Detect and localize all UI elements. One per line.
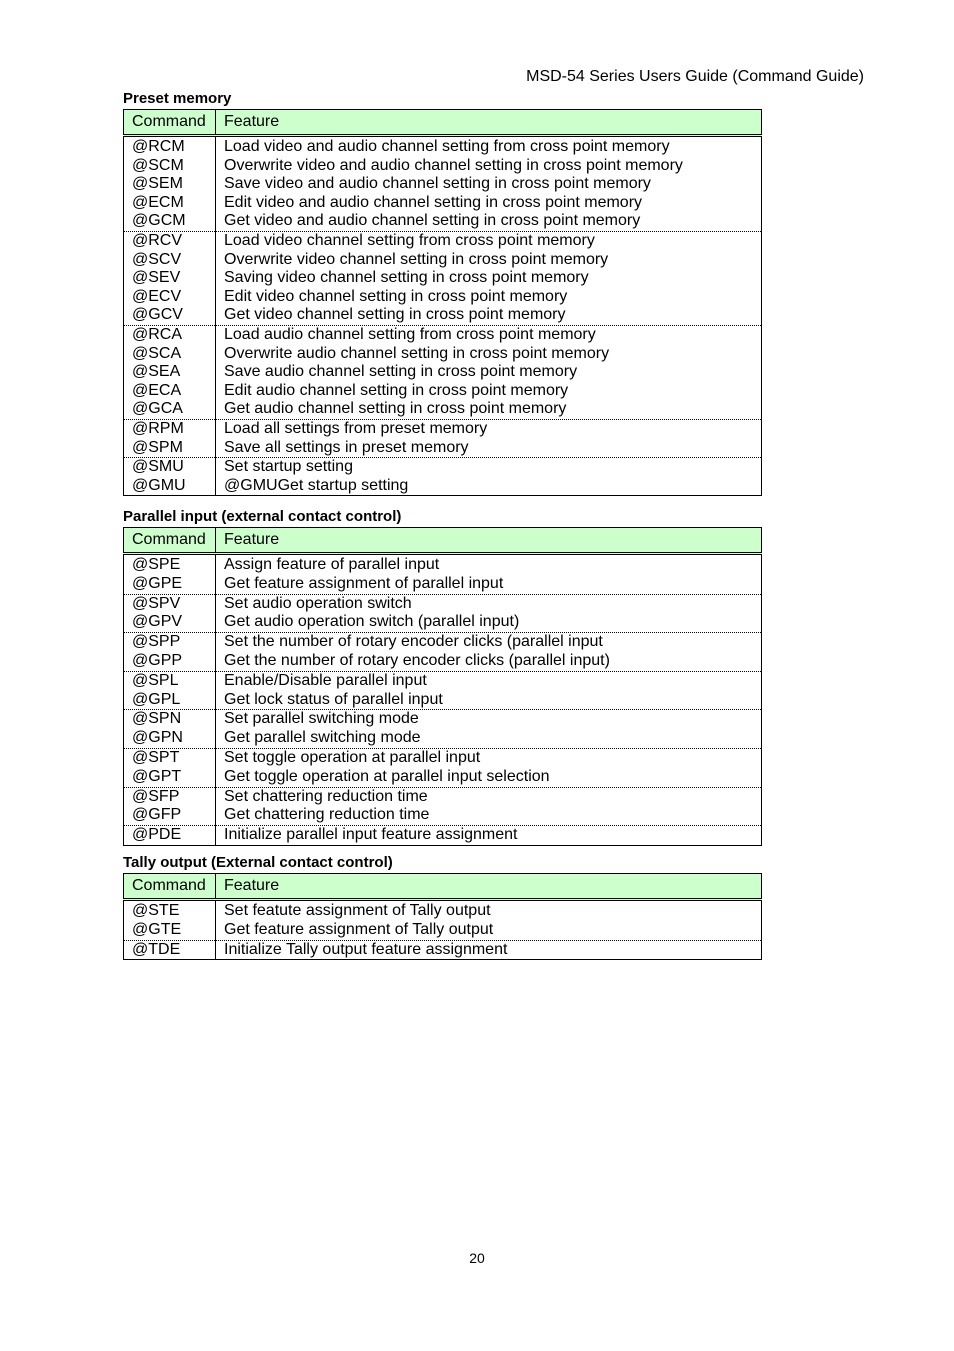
table-row bbox=[124, 748, 762, 767]
table-row bbox=[124, 458, 762, 477]
feature-cell: Load video channel setting from cross point memory bbox=[216, 231, 762, 250]
column-header-feature: Feature bbox=[216, 874, 762, 900]
command-cell: @SEV bbox=[124, 269, 216, 288]
feature-cell: Get toggle operation at parallel input selection bbox=[216, 768, 762, 787]
command-cell: @SCV bbox=[124, 251, 216, 270]
command-cell: @ECM bbox=[124, 194, 216, 213]
column-header-command: Command bbox=[124, 874, 216, 900]
table-row bbox=[124, 212, 762, 231]
table-row bbox=[124, 652, 762, 671]
feature-cell: Saving video channel setting in cross point memory bbox=[216, 269, 762, 288]
command-cell: @GPT bbox=[124, 768, 216, 787]
command-table bbox=[123, 527, 762, 846]
feature-cell: Save audio channel setting in cross point memory bbox=[216, 363, 762, 382]
table-row bbox=[124, 439, 762, 458]
table-row bbox=[124, 633, 762, 652]
feature-cell: Overwrite video and audio channel setting in cross point memory bbox=[216, 157, 762, 176]
table-body bbox=[124, 900, 762, 960]
command-cell: @STE bbox=[124, 900, 216, 921]
feature-cell: Get video and audio channel setting in cross point memory bbox=[216, 212, 762, 231]
feature-cell: Edit video channel setting in cross point memory bbox=[216, 288, 762, 307]
feature-cell: Get video channel setting in cross point memory bbox=[216, 306, 762, 325]
command-table bbox=[123, 873, 762, 960]
feature-cell: Get feature assignment of parallel input bbox=[216, 575, 762, 594]
feature-cell: Set toggle operation at parallel input bbox=[216, 748, 762, 767]
feature-cell: Set audio operation switch bbox=[216, 594, 762, 613]
table-row bbox=[124, 175, 762, 194]
section-tally-output bbox=[123, 854, 762, 960]
feature-cell: @GMUGet startup setting bbox=[216, 477, 762, 496]
table-row bbox=[124, 363, 762, 382]
feature-cell: Load video and audio channel setting from cross point memory bbox=[216, 136, 762, 157]
section-preset-memory bbox=[123, 90, 762, 496]
command-cell: @SPT bbox=[124, 748, 216, 767]
command-cell: @ECA bbox=[124, 382, 216, 401]
command-cell: @TDE bbox=[124, 940, 216, 960]
feature-cell: Get feature assignment of Tally output bbox=[216, 921, 762, 940]
feature-cell: Get the number of rotary encoder clicks (parallel input) bbox=[216, 652, 762, 671]
command-cell: @GPE bbox=[124, 575, 216, 594]
table-body bbox=[124, 136, 762, 496]
section-title: Preset memory bbox=[123, 90, 232, 107]
command-cell: @SCM bbox=[124, 157, 216, 176]
table-row bbox=[124, 940, 762, 960]
table-row bbox=[124, 787, 762, 806]
section-parallel-input bbox=[123, 508, 762, 846]
table-row bbox=[124, 382, 762, 401]
feature-cell: Assign feature of parallel input bbox=[216, 554, 762, 575]
feature-cell: Set startup setting bbox=[216, 458, 762, 477]
command-cell: @SFP bbox=[124, 787, 216, 806]
command-cell: @SEA bbox=[124, 363, 216, 382]
section-title: Parallel input (external contact control) bbox=[123, 508, 402, 525]
column-header-feature: Feature bbox=[216, 110, 762, 136]
table-row bbox=[124, 136, 762, 157]
table-row bbox=[124, 400, 762, 419]
table-row bbox=[124, 575, 762, 594]
feature-cell: Get audio channel setting in cross point memory bbox=[216, 400, 762, 419]
command-cell: @SPP bbox=[124, 633, 216, 652]
table-header-row bbox=[124, 110, 762, 136]
command-cell: @GTE bbox=[124, 921, 216, 940]
feature-cell: Save video and audio channel setting in cross point memory bbox=[216, 175, 762, 194]
command-cell: @GPL bbox=[124, 691, 216, 710]
table-row bbox=[124, 691, 762, 710]
feature-cell: Set parallel switching mode bbox=[216, 710, 762, 729]
feature-cell: Get lock status of parallel input bbox=[216, 691, 762, 710]
feature-cell: Get chattering reduction time bbox=[216, 806, 762, 825]
feature-cell: Load audio channel setting from cross point memory bbox=[216, 325, 762, 344]
table-row bbox=[124, 826, 762, 846]
command-cell: @RCM bbox=[124, 136, 216, 157]
table-row bbox=[124, 269, 762, 288]
feature-cell: Overwrite video channel setting in cross point memory bbox=[216, 251, 762, 270]
feature-cell: Initialize Tally output feature assignment bbox=[216, 940, 762, 960]
table-row bbox=[124, 345, 762, 364]
command-cell: @GCM bbox=[124, 212, 216, 231]
command-cell: @GPN bbox=[124, 729, 216, 748]
command-cell: @ECV bbox=[124, 288, 216, 307]
command-cell: @SEM bbox=[124, 175, 216, 194]
document-header-title: MSD-54 Series Users Guide (Command Guide) bbox=[526, 68, 864, 85]
table-row bbox=[124, 710, 762, 729]
feature-cell: Set featute assignment of Tally output bbox=[216, 900, 762, 921]
column-header-feature: Feature bbox=[216, 528, 762, 554]
command-cell: @SPE bbox=[124, 554, 216, 575]
command-cell: @SCA bbox=[124, 345, 216, 364]
command-table bbox=[123, 109, 762, 496]
feature-cell: Load all settings from preset memory bbox=[216, 419, 762, 438]
command-cell: @GMU bbox=[124, 477, 216, 496]
table-row bbox=[124, 288, 762, 307]
table-row bbox=[124, 325, 762, 344]
table-row bbox=[124, 768, 762, 787]
command-cell: @SMU bbox=[124, 458, 216, 477]
table-row bbox=[124, 419, 762, 438]
page-number: 20 bbox=[469, 1250, 485, 1266]
table-row bbox=[124, 251, 762, 270]
command-cell: @GPP bbox=[124, 652, 216, 671]
command-cell: @RCV bbox=[124, 231, 216, 250]
table-row bbox=[124, 306, 762, 325]
table-row bbox=[124, 921, 762, 940]
command-cell: @PDE bbox=[124, 826, 216, 846]
command-cell: @SPN bbox=[124, 710, 216, 729]
feature-cell: Edit audio channel setting in cross point memory bbox=[216, 382, 762, 401]
table-row bbox=[124, 194, 762, 213]
table-row bbox=[124, 157, 762, 176]
feature-cell: Enable/Disable parallel input bbox=[216, 671, 762, 690]
table-header-row bbox=[124, 528, 762, 554]
table-row bbox=[124, 671, 762, 690]
command-cell: @SPL bbox=[124, 671, 216, 690]
table-row bbox=[124, 806, 762, 825]
feature-cell: Overwrite audio channel setting in cross point memory bbox=[216, 345, 762, 364]
table-row bbox=[124, 594, 762, 613]
column-header-command: Command bbox=[124, 528, 216, 554]
command-cell: @GCA bbox=[124, 400, 216, 419]
command-cell: @RPM bbox=[124, 419, 216, 438]
table-row bbox=[124, 554, 762, 575]
command-cell: @GFP bbox=[124, 806, 216, 825]
table-row bbox=[124, 613, 762, 632]
feature-cell: Get parallel switching mode bbox=[216, 729, 762, 748]
command-cell: @GPV bbox=[124, 613, 216, 632]
table-row bbox=[124, 231, 762, 250]
table-row bbox=[124, 729, 762, 748]
command-cell: @GCV bbox=[124, 306, 216, 325]
column-header-command: Command bbox=[124, 110, 216, 136]
feature-cell: Initialize parallel input feature assignment bbox=[216, 826, 762, 846]
feature-cell: Save all settings in preset memory bbox=[216, 439, 762, 458]
feature-cell: Set chattering reduction time bbox=[216, 787, 762, 806]
table-row bbox=[124, 477, 762, 496]
section-title: Tally output (External contact control) bbox=[123, 854, 393, 871]
feature-cell: Edit video and audio channel setting in cross point memory bbox=[216, 194, 762, 213]
feature-cell: Get audio operation switch (parallel input) bbox=[216, 613, 762, 632]
table-row bbox=[124, 900, 762, 921]
table-body bbox=[124, 554, 762, 846]
command-cell: @SPM bbox=[124, 439, 216, 458]
command-cell: @RCA bbox=[124, 325, 216, 344]
command-cell: @SPV bbox=[124, 594, 216, 613]
table-header-row bbox=[124, 874, 762, 900]
feature-cell: Set the number of rotary encoder clicks (parallel input bbox=[216, 633, 762, 652]
